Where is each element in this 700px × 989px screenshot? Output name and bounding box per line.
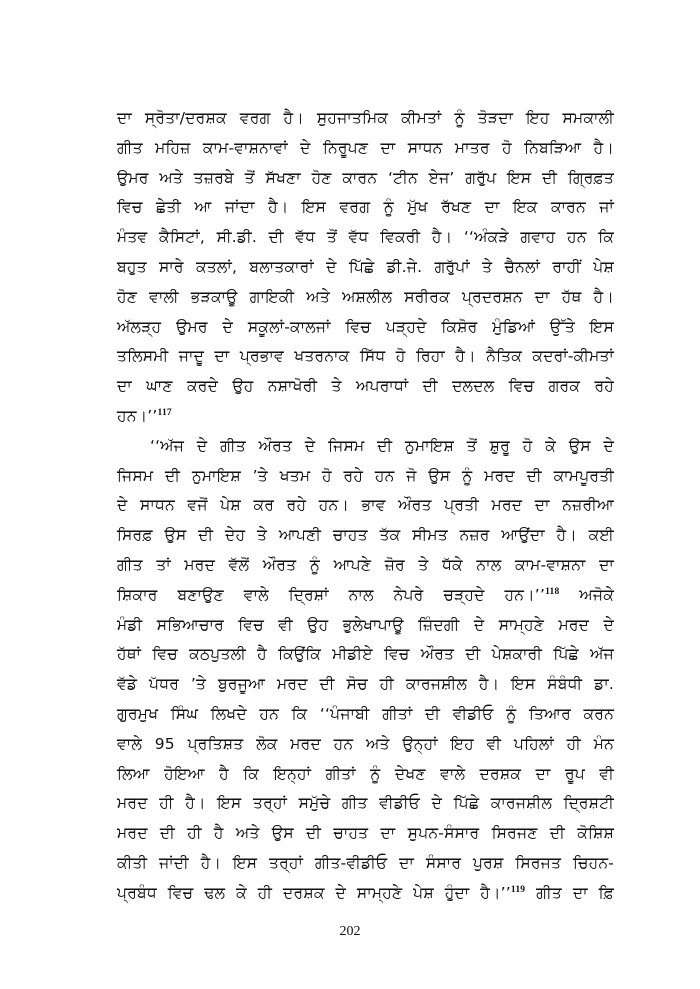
text-line: ਉਮਰ ਅਤੇ ਤਜ਼ਰਬੇ ਤੋਂ ਸੱਖਣਾ ਹੋਣ ਕਾਰਨ ‘ਟੀਨ ਏਜ’ ਗਰੁੱਪ ਇਸ ਦੀ ਗ੍ਰਿਫ਼ਤ (117, 168, 614, 187)
text-line: ਵਾਲੇ 95 ਪ੍ਰਤਿਸ਼ਤ ਲੋਕ ਮਰਦ ਹਨ ਅਤੇ ਉਨ੍ਹਾਂ ਇਹ ਵੀ ਪਹਿਲਾਂ ਹੀ ਮੰਨ (117, 734, 614, 753)
text-fragment: ਸ਼ਿਕਾਰ ਬਣਾਉਣ ਵਾਲੇ ਦ੍ਰਿਸ਼ਾਂ ਨਾਲ ਨੇਪਰੇ ਚੜ੍ਹਦੇ ਹਨ।’’ (117, 585, 546, 604)
text-fragment: ਗੀਤ ਦਾ ਫ਼ਿ (536, 883, 614, 902)
text-line-with-footnote (117, 879, 614, 909)
text-line-indented: ‘‘ਅੱਜ ਦੇ ਗੀਤ ਔਰਤ ਦੇ ਜਿਸਮ ਦੀ ਨੁਮਾਇਸ਼ ਤੋਂ ਸ਼ੁਰੂ ਹੋ ਕੇ ਉਸ ਦੇ (150, 436, 614, 455)
text-line: ਸਿਰਫ਼ ਉਸ ਦੀ ਦੇਹ ਤੇ ਆਪਣੀ ਚਾਹਤ ਤੱਕ ਸੀਮਤ ਨਜ਼ਰ ਆਉਂਦਾ ਹੈ। ਕਈ (117, 526, 614, 545)
text-line: ਅੱਲੜ੍ਹ ਉਮਰ ਦੇ ਸਕੂਲਾਂ-ਕਾਲਜਾਂ ਵਿਚ ਪੜ੍ਹਦੇ ਕਿਸ਼ੋਰ ਮੁੰਡਿਆਂ ਉੱਤੇ ਇਸ (117, 317, 614, 336)
footnote-ref-118[interactable]: 118 (545, 586, 560, 597)
text-line: ਬਹੁਤ ਸਾਰੇ ਕਤਲਾਂ, ਬਲਾਤਕਾਰਾਂ ਦੇ ਪਿੱਛੇ ਡੀ.ਜੇ. ਗਰੁੱਪਾਂ ਤੇ ਚੈਨਲਾਂ ਰਾਹੀਂ ਪੇਸ਼ (117, 257, 614, 276)
paragraph-2 (117, 432, 614, 909)
document-page-body (117, 104, 614, 909)
text-line-end (117, 402, 614, 432)
footnote-ref-117[interactable]: 117 (157, 407, 172, 418)
text-line: ਕੀਤੀ ਜਾਂਦੀ ਹੈ। ਇਸ ਤਰ੍ਹਾਂ ਗੀਤ-ਵੀਡੀਓ ਦਾ ਸੰਸਾਰ ਪੁਰਸ਼ ਸਿਰਜਤ ਚਿਹਨ- (117, 853, 614, 872)
text-line: ਮਰਦ ਹੀ ਹੈ। ਇਸ ਤਰ੍ਹਾਂ ਸਮੁੱਚੇ ਗੀਤ ਵੀਡੀਓ ਦੇ ਪਿੱਛੇ ਕਾਰਜਸ਼ੀਲ ਦ੍ਰਿਸ਼ਟੀ (117, 794, 614, 813)
text-fragment: ਅਜੋਕੇ (579, 585, 614, 604)
text-line: ਮੰਤਵ ਕੈਸਿਟਾਂ, ਸੀ.ਡੀ. ਦੀ ਵੱਧ ਤੋਂ ਵੱਧ ਵਿਕਰੀ ਹੈ। ‘‘ਅੰਕੜੇ ਗਵਾਹ ਹਨ ਕਿ (117, 228, 614, 247)
text-line: ਦਾ ਘਾਣ ਕਰਦੇ ਉਹ ਨਸ਼ਾਖੋਰੀ ਤੇ ਅਪਰਾਧਾਂ ਦੀ ਦਲਦਲ ਵਿਚ ਗਰਕ ਰਹੇ (117, 377, 614, 396)
text-line: ਵਿਚ ਛੇਤੀ ਆ ਜਾਂਦਾ ਹੈ। ਇਸ ਵਰਗ ਨੂੰ ਮੁੱਖ ਰੱਖਣ ਦਾ ਇਕ ਕਾਰਨ ਜਾਂ (117, 198, 614, 217)
text-line: ਤਲਿਸਮੀ ਜਾਦੂ ਦਾ ਪ੍ਰਭਾਵ ਖਤਰਨਾਕ ਸਿੱਧ ਹੋ ਰਿਹਾ ਹੈ। ਨੈਤਿਕ ਕਦਰਾਂ-ਕੀਮਤਾਂ (117, 347, 614, 366)
text-line-with-footnote (117, 581, 614, 611)
paragraph-1 (117, 104, 614, 432)
text-line: ਹੋਣ ਵਾਲੀ ਭੜਕਾਊ ਗਾਇਕੀ ਅਤੇ ਅਸ਼ਲੀਲ ਸਰੀਰਕ ਪ੍ਰਦਰਸ਼ਨ ਦਾ ਹੱਥ ਹੈ। (117, 287, 614, 306)
text-line: ਮੰਡੀ ਸਭਿਆਚਾਰ ਵਿਚ ਵੀ ਉਹ ਭੁਲੇਖਾਪਾਊ ਜ਼ਿੰਦਗੀ ਦੇ ਸਾਮ੍ਹਣੇ ਮਰਦ ਦੇ (117, 615, 614, 634)
text-line: ਵੱਡੇ ਪੱਧਰ ’ਤੇ ਬੁਰਜੂਆ ਮਰਦ ਦੀ ਸੋਚ ਹੀ ਕਾਰਜਸ਼ੀਲ ਹੈ। ਇਸ ਸੰਬੰਧੀ ਡਾ. (117, 675, 614, 694)
page-number: 202 (339, 924, 361, 939)
text-line: ਮਰਦ ਦੀ ਹੀ ਹੈ ਅਤੇ ਉਸ ਦੀ ਚਾਹਤ ਦਾ ਸੁਪਨ-ਸੰਸਾਰ ਸਿਰਜਣ ਦੀ ਕੋਸ਼ਿਸ਼ (117, 824, 614, 843)
text-line: ਗੀਤ ਤਾਂ ਮਰਦ ਵੱਲੋਂ ਔਰਤ ਨੂੰ ਆਪਣੇ ਜ਼ੋਰ ਤੇ ਧੱਕੇ ਨਾਲ ਕਾਮ-ਵਾਸ਼ਨਾ ਦਾ (117, 555, 614, 574)
text-line: ਗੁਰਮੁਖ ਸਿੰਘ ਲਿਖਦੇ ਹਨ ਕਿ ‘‘ਪੰਜਾਬੀ ਗੀਤਾਂ ਦੀ ਵੀਡੀਓ ਨੂੰ ਤਿਆਰ ਕਰਨ (117, 704, 614, 723)
text-fragment: ਪ੍ਰਬੰਧ ਵਿਚ ਢਲ ਕੇ ਹੀ ਦਰਸ਼ਕ ਦੇ ਸਾਮ੍ਹਣੇ ਪੇਸ਼ ਹੁੰਦਾ ਹੈ।’’ (117, 883, 511, 902)
footnote-ref-119[interactable]: 119 (510, 884, 526, 895)
text-line: ਲਿਆ ਹੋਇਆ ਹੈ ਕਿ ਇਨ੍ਹਾਂ ਗੀਤਾਂ ਨੂੰ ਦੇਖਣ ਵਾਲੇ ਦਰਸ਼ਕ ਦਾ ਰੂਪ ਵੀ (117, 764, 614, 783)
text-line: ਦੇ ਸਾਧਨ ਵਜੋਂ ਪੇਸ਼ ਕਰ ਰਹੇ ਹਨ। ਭਾਵ ਔਰਤ ਪ੍ਰਤੀ ਮਰਦ ਦਾ ਨਜ਼ਰੀਆ (117, 496, 614, 515)
text-line: ਹੱਥਾਂ ਵਿਚ ਕਠਪੁਤਲੀ ਹੈ ਕਿਉਂਕਿ ਮੀਡੀਏ ਵਿਚ ਔਰਤ ਦੀ ਪੇਸ਼ਕਾਰੀ ਪਿੱਛੇ ਅੱਜ (117, 645, 614, 664)
text-fragment: ਹਨ।’’ (117, 406, 158, 425)
text-line: ਗੀਤ ਮਹਿਜ਼ ਕਾਮ-ਵਾਸ਼ਨਾਵਾਂ ਦੇ ਨਿਰੂਪਣ ਦਾ ਸਾਧਨ ਮਾਤਰ ਹੋ ਨਿਬੜਿਆ ਹੈ। (117, 138, 614, 157)
text-line: ਦਾ ਸ੍ਰੋਤਾ/ਦਰਸ਼ਕ ਵਰਗ ਹੈ। ਸੁਹਜਾਤਮਿਕ ਕੀਮਤਾਂ ਨੂੰ ਤੋੜਦਾ ਇਹ ਸਮਕਾਲੀ (117, 109, 614, 127)
text-line: ਜਿਸਮ ਦੀ ਨੁਮਾਇਸ਼ ’ਤੇ ਖਤਮ ਹੋ ਰਹੇ ਹਨ ਜੋ ਉਸ ਨੂੰ ਮਰਦ ਦੀ ਕਾਮਪੂਰਤੀ (117, 466, 614, 485)
